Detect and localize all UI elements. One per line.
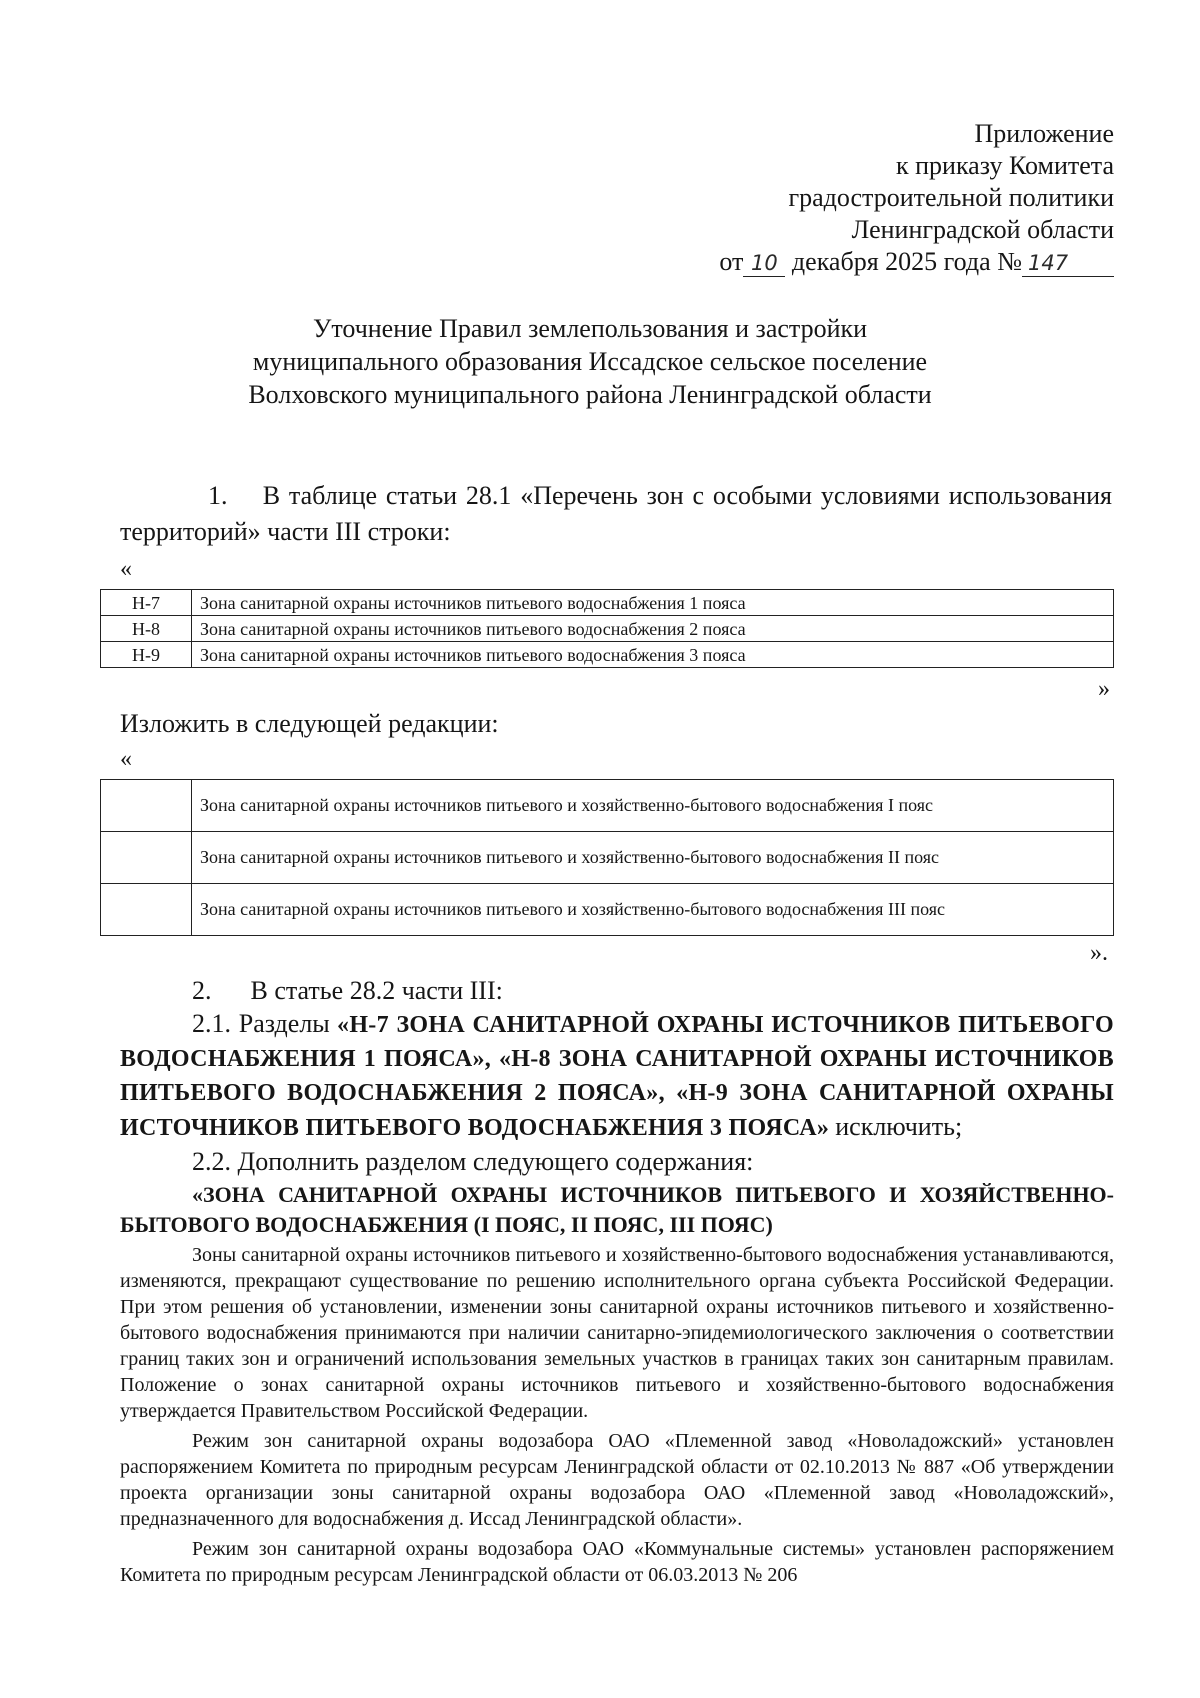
item-2-1-tail: исключить; [835,1112,963,1141]
table-new-rows [100,779,1114,936]
zone-heading: «ЗОНА САНИТАРНОЙ ОХРАНЫ ИСТОЧНИКОВ ПИТЬЕВОГО И ХОЗЯЙСТВЕННО-БЫТОВОГО ВОДОСНАБЖЕНИЯ (I ПОЯС, II ПОЯС, III ПОЯС) [120,1182,1114,1237]
table-row [101,616,1114,642]
row-code: Н-8 [101,616,192,642]
row-name: Зона санитарной охраны источников питьевого и хозяйственно-бытового водоснабжения I пояс [192,780,1114,832]
row-code: Н-9 [101,642,192,668]
appendix-line-1: Приложение [974,119,1114,148]
title-line-3: Волховского муниципального района Ленинградской области [248,380,932,409]
quote-open-2: « [120,746,132,772]
table-row [101,780,1114,832]
appendix-line-4: Ленинградской области [851,215,1114,244]
body-paragraph-1: Зоны санитарной охраны источников питьевого и хозяйственно-бытового водоснабжения устанавливаются, изменяются, прекращают существование по решению исполнительного органа субъекта Российской Федерации. При этом решения об установлении, изменении зоны санитарной охраны источников питьевого и хозяйственно-бытового водоснабжения принимаются при наличии санитарно-эпидемиологического заключения о соответствии границ таких зон и ограничений использования земельных участков в границах таких зон санитарным правилам. Положение о зонах санитарной охраны источников питьевого и хозяйственно-бытового водоснабжения утверждается Правительством Российской Федерации. [120,1244,1114,1422]
section-2-text: В статье 28.2 части III: [250,976,503,1005]
appendix-block [600,118,1114,278]
table-row [101,590,1114,616]
row-name: Зона санитарной охраны источников питьевого водоснабжения 3 пояса [192,642,1114,668]
quote-open-1: « [120,556,132,582]
section-1-number: 1. [208,481,228,510]
document-title [150,312,1030,411]
handwritten-day: 10 [743,250,785,277]
date-prefix: от [719,247,744,276]
row-name: Зона санитарной охраны источников питьевого и хозяйственно-бытового водоснабжения III пояс [192,884,1114,936]
table-row [101,884,1114,936]
quote-close-1: » [1098,676,1110,702]
table-row [101,832,1114,884]
handwritten-order-number: 147 [1022,250,1114,277]
item-2-1-bold: «Н-7 ЗОНА САНИТАРНОЙ ОХРАНЫ ИСТОЧНИКОВ ПИТЬЕВОГО ВОДОСНАБЖЕНИЯ 1 ПОЯСА», «Н-8 ЗОНА САНИТАРНОЙ ОХРАНЫ ИСТОЧНИКОВ ПИТЬЕВОГО ВОДОСНАБЖЕНИЯ 2 ПОЯСА», «Н-9 ЗОНА САНИТАРНОЙ ОХРАНЫ ИСТОЧНИКОВ ПИТЬЕВОГО ВОДОСНАБЖЕНИЯ 3 ПОЯСА» [120,1012,1115,1141]
section-1-text: В таблице статьи 28.1 «Перечень зон с особыми условиями использования территорий» части III строки: [120,481,1112,546]
date-middle: декабря 2025 года № [791,247,1022,276]
appendix-line-2: к приказу Комитета [895,151,1114,180]
item-2-2: 2.2. Дополнить разделом следующего содержания: [192,1147,754,1176]
row-code [101,884,192,936]
table-old-rows [100,589,1114,668]
title-line-1: Уточнение Правил землепользования и застройки [312,314,868,343]
section-2-number: 2. [192,976,212,1005]
row-name: Зона санитарной охраны источников питьевого водоснабжения 1 пояса [192,590,1114,616]
table-row [101,642,1114,668]
redaction-heading: Изложить в следующей редакции: [120,709,499,738]
quote-close-2: ». [1090,940,1108,966]
body-paragraph-3: Режим зон санитарной охраны водозабора ОАО «Коммунальные системы» установлен распоряжением Комитета по природным ресурсам Ленинградской области от 06.03.2013 № 206 [120,1538,1114,1586]
row-code [101,832,192,884]
appendix-date-line [600,246,1114,278]
body-paragraph-2: Режим зон санитарной охраны водозабора ОАО «Племенной завод «Новоладожский» установлен распоряжением Комитета по природным ресурсам Ленинградской области от 02.10.2013 № 887 «Об утверждении проекта организации зоны санитарной охраны водозабора ОАО «Племенной завод «Новоладожский», предназначенного для водоснабжения д. Иссад Ленинградской области». [120,1430,1114,1530]
section-2 [120,974,1114,1588]
section-1-paragraph [120,478,1112,550]
item-2-1 [120,1007,1114,1145]
appendix-line-3: градостроительной политики [788,183,1114,212]
row-name: Зона санитарной охраны источников питьевого водоснабжения 2 пояса [192,616,1114,642]
row-code: Н-7 [101,590,192,616]
title-line-2: муниципального образования Иссадское сельское поселение [252,347,928,376]
section-2-heading [120,974,1114,1007]
row-code [101,780,192,832]
item-2-1-lead: 2.1. Разделы [192,1009,330,1038]
row-name: Зона санитарной охраны источников питьевого и хозяйственно-бытового водоснабжения II пояс [192,832,1114,884]
